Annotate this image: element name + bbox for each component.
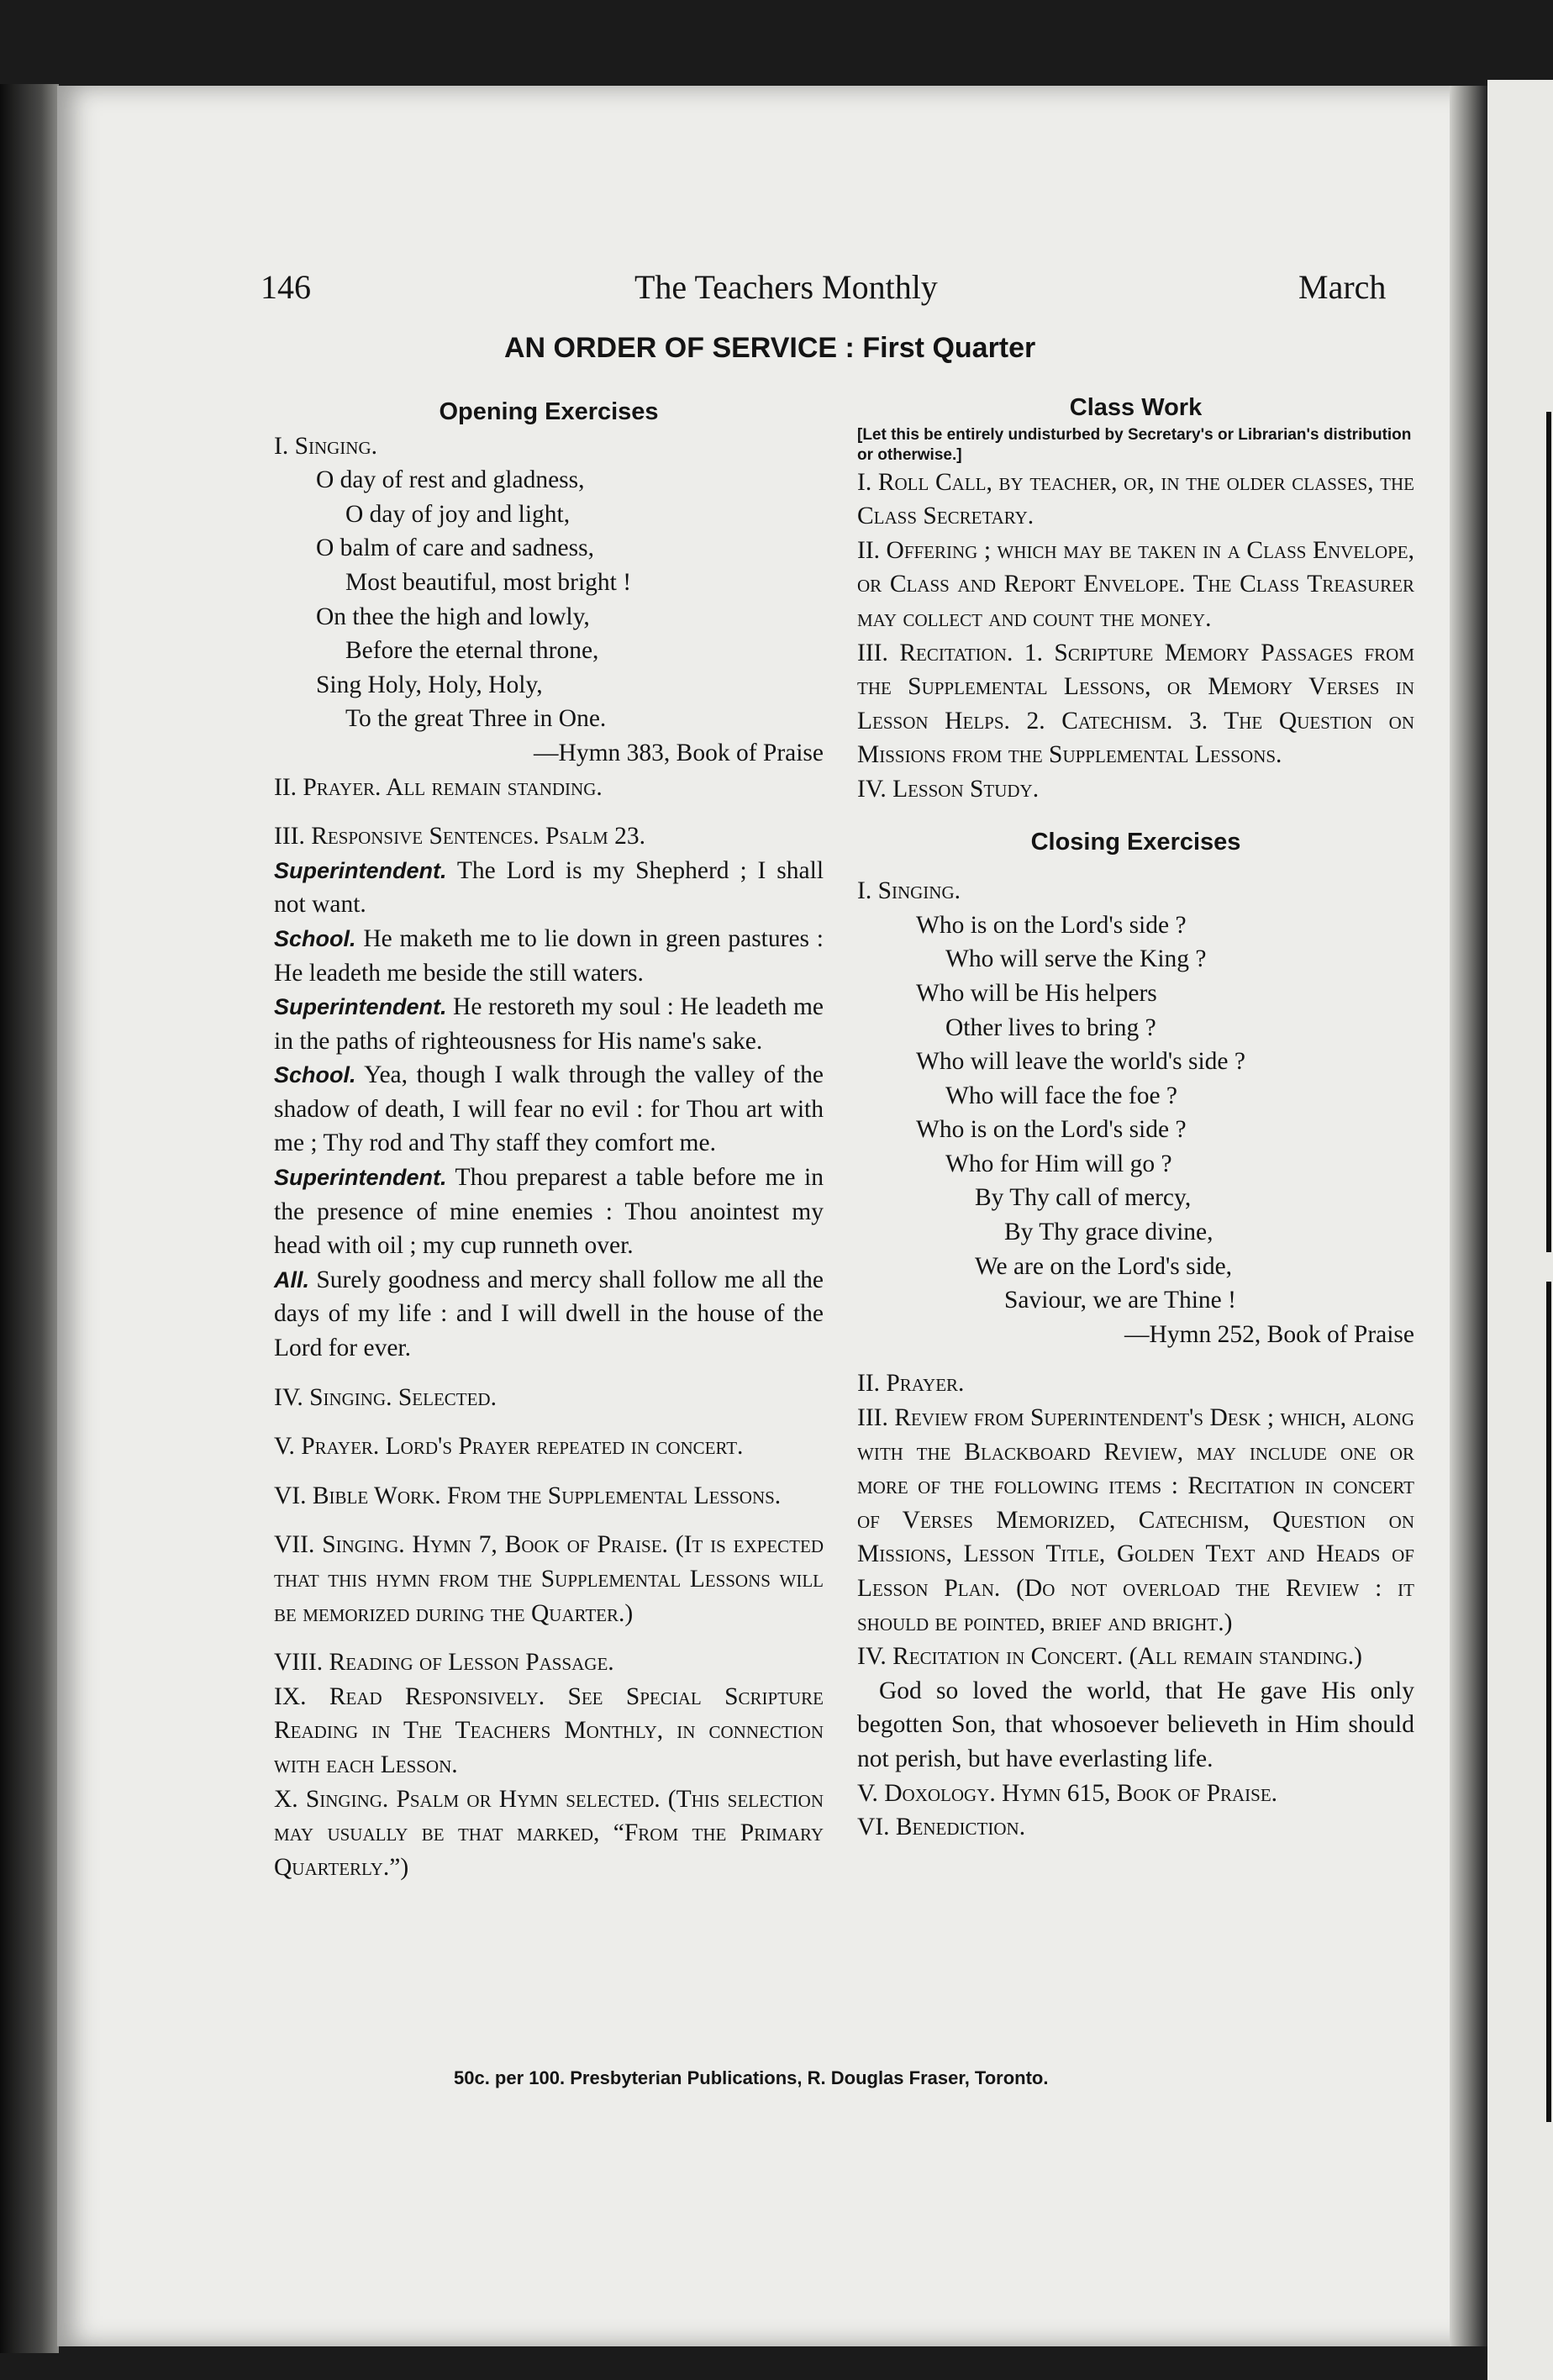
journal-title: The Teachers Monthly — [634, 268, 938, 306]
closing-item: III. Review from Superintendent's Desk ; which, along with the Blackboard Review, may include one or more of the following items : Recitation in concert of Verses Memorized, Catechism, Question on Missions, Lesson Title, Golden Text and Heads of Lesson Plan. (Do not overload the Review : it should be pointed, brief and bright.) — [857, 1404, 1414, 1636]
adjacent-page-rule — [1546, 1282, 1551, 2122]
closing-hymn-line: Who will be His helpers — [916, 979, 1157, 1007]
publisher-footer: 50c. per 100. Presbyterian Publications, R. Douglas Fraser, Toronto. — [454, 2067, 1049, 2088]
class-work-item: IV. Lesson Study. — [857, 775, 1040, 803]
class-work-item: II. Offering ; which may be taken in a Class Envelope, or Class and Report Envelope. The Class Treasurer may collect and count the money. — [857, 536, 1414, 632]
closing-singing-label: I. Singing. — [857, 877, 961, 905]
closing-item: II. Prayer. — [857, 1370, 965, 1398]
order-item: IX. Read Responsively. See Special Scripture Reading in The Teachers Monthly, in connection with each Lesson. — [274, 1682, 824, 1778]
adjacent-page-edge — [1487, 80, 1553, 2380]
hymn-line: Sing Holy, Holy, Holy, — [316, 671, 543, 698]
title-sub: First Quarter — [862, 332, 1036, 364]
hymn-line: To the great Three in One. — [345, 705, 607, 733]
left-column — [274, 395, 824, 1884]
closing-hymn-line: Other lives to bring ? — [945, 1014, 1156, 1041]
issue-month: March — [1298, 268, 1387, 306]
page-edge-shadow — [1450, 86, 1487, 2346]
class-work-heading: Class Work — [1069, 394, 1203, 421]
order-item: VIII. Reading of Lesson Passage. — [274, 1649, 614, 1677]
recitation-text: God so loved the world, that He gave His only begotten Son, that whosoever believeth in Him should not perish, but have everlasting life. — [857, 1677, 1414, 1772]
responsive-sentences-item: III. Responsive Sentences. Psalm 23. — [274, 823, 645, 850]
closing-hymn-source: —Hymn 252, Book of Praise — [1124, 1320, 1414, 1348]
prayer-item: II. Prayer. All remain standing. — [274, 773, 603, 801]
closing-item: VI. Benediction. — [857, 1814, 1026, 1841]
order-item: VI. Bible Work. From the Supplemental Lessons. — [274, 1482, 782, 1509]
hymn-line: On thee the high and lowly, — [316, 603, 590, 630]
hymn-line: O day of rest and gladness, — [316, 466, 585, 494]
responsive-text: He restoreth my soul : He leadeth me in the paths of righteousness for His name's sake. — [274, 993, 824, 1055]
responsive-role: Superintendent. — [274, 857, 447, 883]
order-item: IV. Singing. Selected. — [274, 1383, 497, 1411]
closing-hymn-line: Who is on the Lord's side ? — [916, 911, 1187, 939]
class-work-item: I. Roll Call, by teacher, or, in the older classes, the Class Secretary. — [857, 468, 1414, 530]
closing-exercises-heading: Closing Exercises — [1030, 828, 1241, 856]
closing-hymn-line: Who will leave the world's side ? — [916, 1048, 1245, 1076]
hymn-line: Before the eternal throne, — [345, 637, 599, 665]
order-item: V. Prayer. Lord's Prayer repeated in concert. — [274, 1433, 744, 1461]
responsive-role: School. — [274, 1062, 356, 1088]
right-column — [857, 391, 1414, 1845]
class-work-item: III. Recitation. 1. Scripture Memory Passages from the Supplemental Lessons, or Memory Verses in Lesson Helps. 2. Catechism. 3. The Question on Missions from the Supplemental Lessons. — [857, 639, 1414, 769]
book-spine-shadow — [0, 84, 59, 2353]
hymn-line: O day of joy and light, — [345, 500, 571, 528]
page-number: 146 — [261, 268, 311, 306]
order-item: X. Singing. Psalm or Hymn selected. (This selection may usually be that marked, “From the Primary Quarterly.”) — [274, 1785, 824, 1881]
class-work-note: [Let this be entirely undisturbed by Secretary's or Librarian's distribution or otherwise.] — [857, 425, 1412, 464]
closing-hymn-line: Who for Him will go ? — [945, 1150, 1172, 1177]
closing-hymn-line: Saviour, we are Thine ! — [1004, 1287, 1236, 1314]
responsive-text: Yea, though I walk through the valley of the shadow of death, I will fear no evil : for Thou art with me ; Thy rod and Thy staff they comfort me. — [274, 1061, 824, 1157]
singing-label: I. Singing. — [274, 432, 378, 460]
running-header — [0, 267, 1553, 318]
order-item: VII. Singing. Hymn 7, Book of Praise. (It is expected that this hymn from the Supplemental Lessons will be memorized during the Quarter.) — [274, 1531, 824, 1627]
hymn-source: —Hymn 383, Book of Praise — [534, 739, 824, 766]
responsive-role: Superintendent. — [274, 994, 447, 1020]
responsive-text: He maketh me to lie down in green pastures : He leadeth me beside the still waters. — [274, 924, 824, 987]
opening-exercises-heading: Opening Exercises — [439, 398, 659, 425]
hymn-line: Most beautiful, most bright ! — [345, 568, 632, 596]
responsive-role: School. — [274, 925, 356, 951]
closing-hymn-line: Who is on the Lord's side ? — [916, 1116, 1187, 1144]
responsive-role: Superintendent. — [274, 1165, 447, 1191]
closing-hymn-line: We are on the Lord's side, — [975, 1252, 1233, 1280]
adjacent-page-rule — [1546, 412, 1551, 1252]
closing-hymn-line: By Thy grace divine, — [1004, 1219, 1213, 1246]
responsive-text: Thou preparest a table before me in the presence of mine enemies : Thou anointest my head with oil ; my cup runneth over. — [274, 1164, 824, 1260]
page-title — [504, 332, 1177, 365]
closing-hymn-line: Who will serve the King ? — [945, 945, 1207, 973]
hymn-line: O balm of care and sadness, — [316, 534, 594, 562]
closing-item: V. Doxology. Hymn 615, Book of Praise. — [857, 1779, 1278, 1807]
responsive-text: Surely goodness and mercy shall follow me all the days of my life : and I will dwell in the house of the Lord for ever. — [274, 1266, 824, 1362]
responsive-text: The Lord is my Shepherd ; I shall not want. — [274, 856, 824, 919]
closing-hymn-line: By Thy call of mercy, — [975, 1184, 1192, 1212]
closing-item: IV. Recitation in Concert. (All remain standing.) — [857, 1643, 1362, 1671]
closing-hymn-line: Who will face the foe ? — [945, 1082, 1178, 1109]
title-main: AN ORDER OF SERVICE : — [504, 332, 855, 364]
responsive-role: All. — [274, 1266, 310, 1293]
